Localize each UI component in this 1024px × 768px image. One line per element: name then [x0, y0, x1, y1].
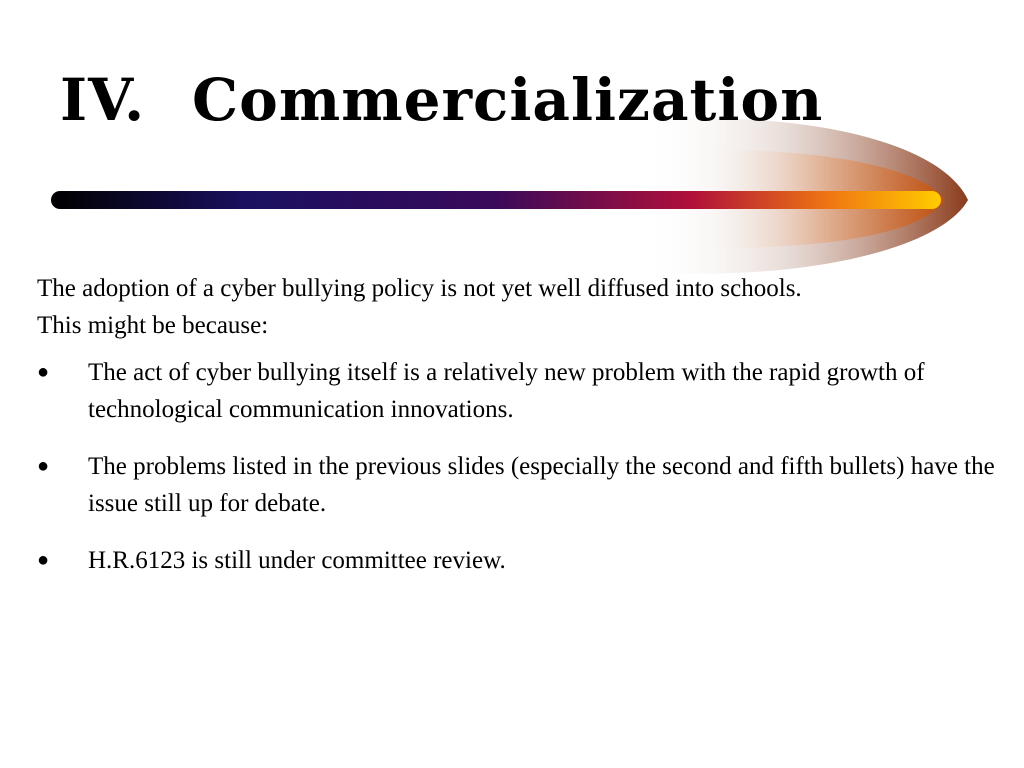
bullet-icon: ● — [37, 549, 50, 571]
title-underline-bar — [51, 191, 941, 209]
intro-line-1: The adoption of a cyber bullying policy is not yet well diffused into schools. — [37, 275, 802, 302]
bullet-item-1 — [37, 354, 1012, 428]
bullet-text-1: The act of cyber bullying itself is a relatively new problem with the rapid growth of technological communication innovations. — [88, 359, 925, 423]
title-text: Commercialization — [192, 66, 824, 134]
bullet-item-3 — [37, 542, 1012, 579]
intro-paragraph — [37, 270, 1012, 344]
bullet-text-2: The problems listed in the previous slides (especially the second and fifth bullets) have the issue still up for debate. — [88, 453, 995, 517]
slide-title — [60, 66, 823, 134]
bullet-text-3: H.R.6123 is still under committee review. — [88, 547, 506, 574]
slide-body — [37, 270, 1012, 599]
intro-line-2: This might be because: — [37, 312, 269, 339]
bullet-icon: ● — [37, 455, 50, 477]
bullet-icon: ● — [37, 361, 50, 383]
bullet-list — [37, 354, 1012, 579]
title-number: IV. — [60, 66, 146, 134]
bullet-item-2 — [37, 448, 1012, 522]
